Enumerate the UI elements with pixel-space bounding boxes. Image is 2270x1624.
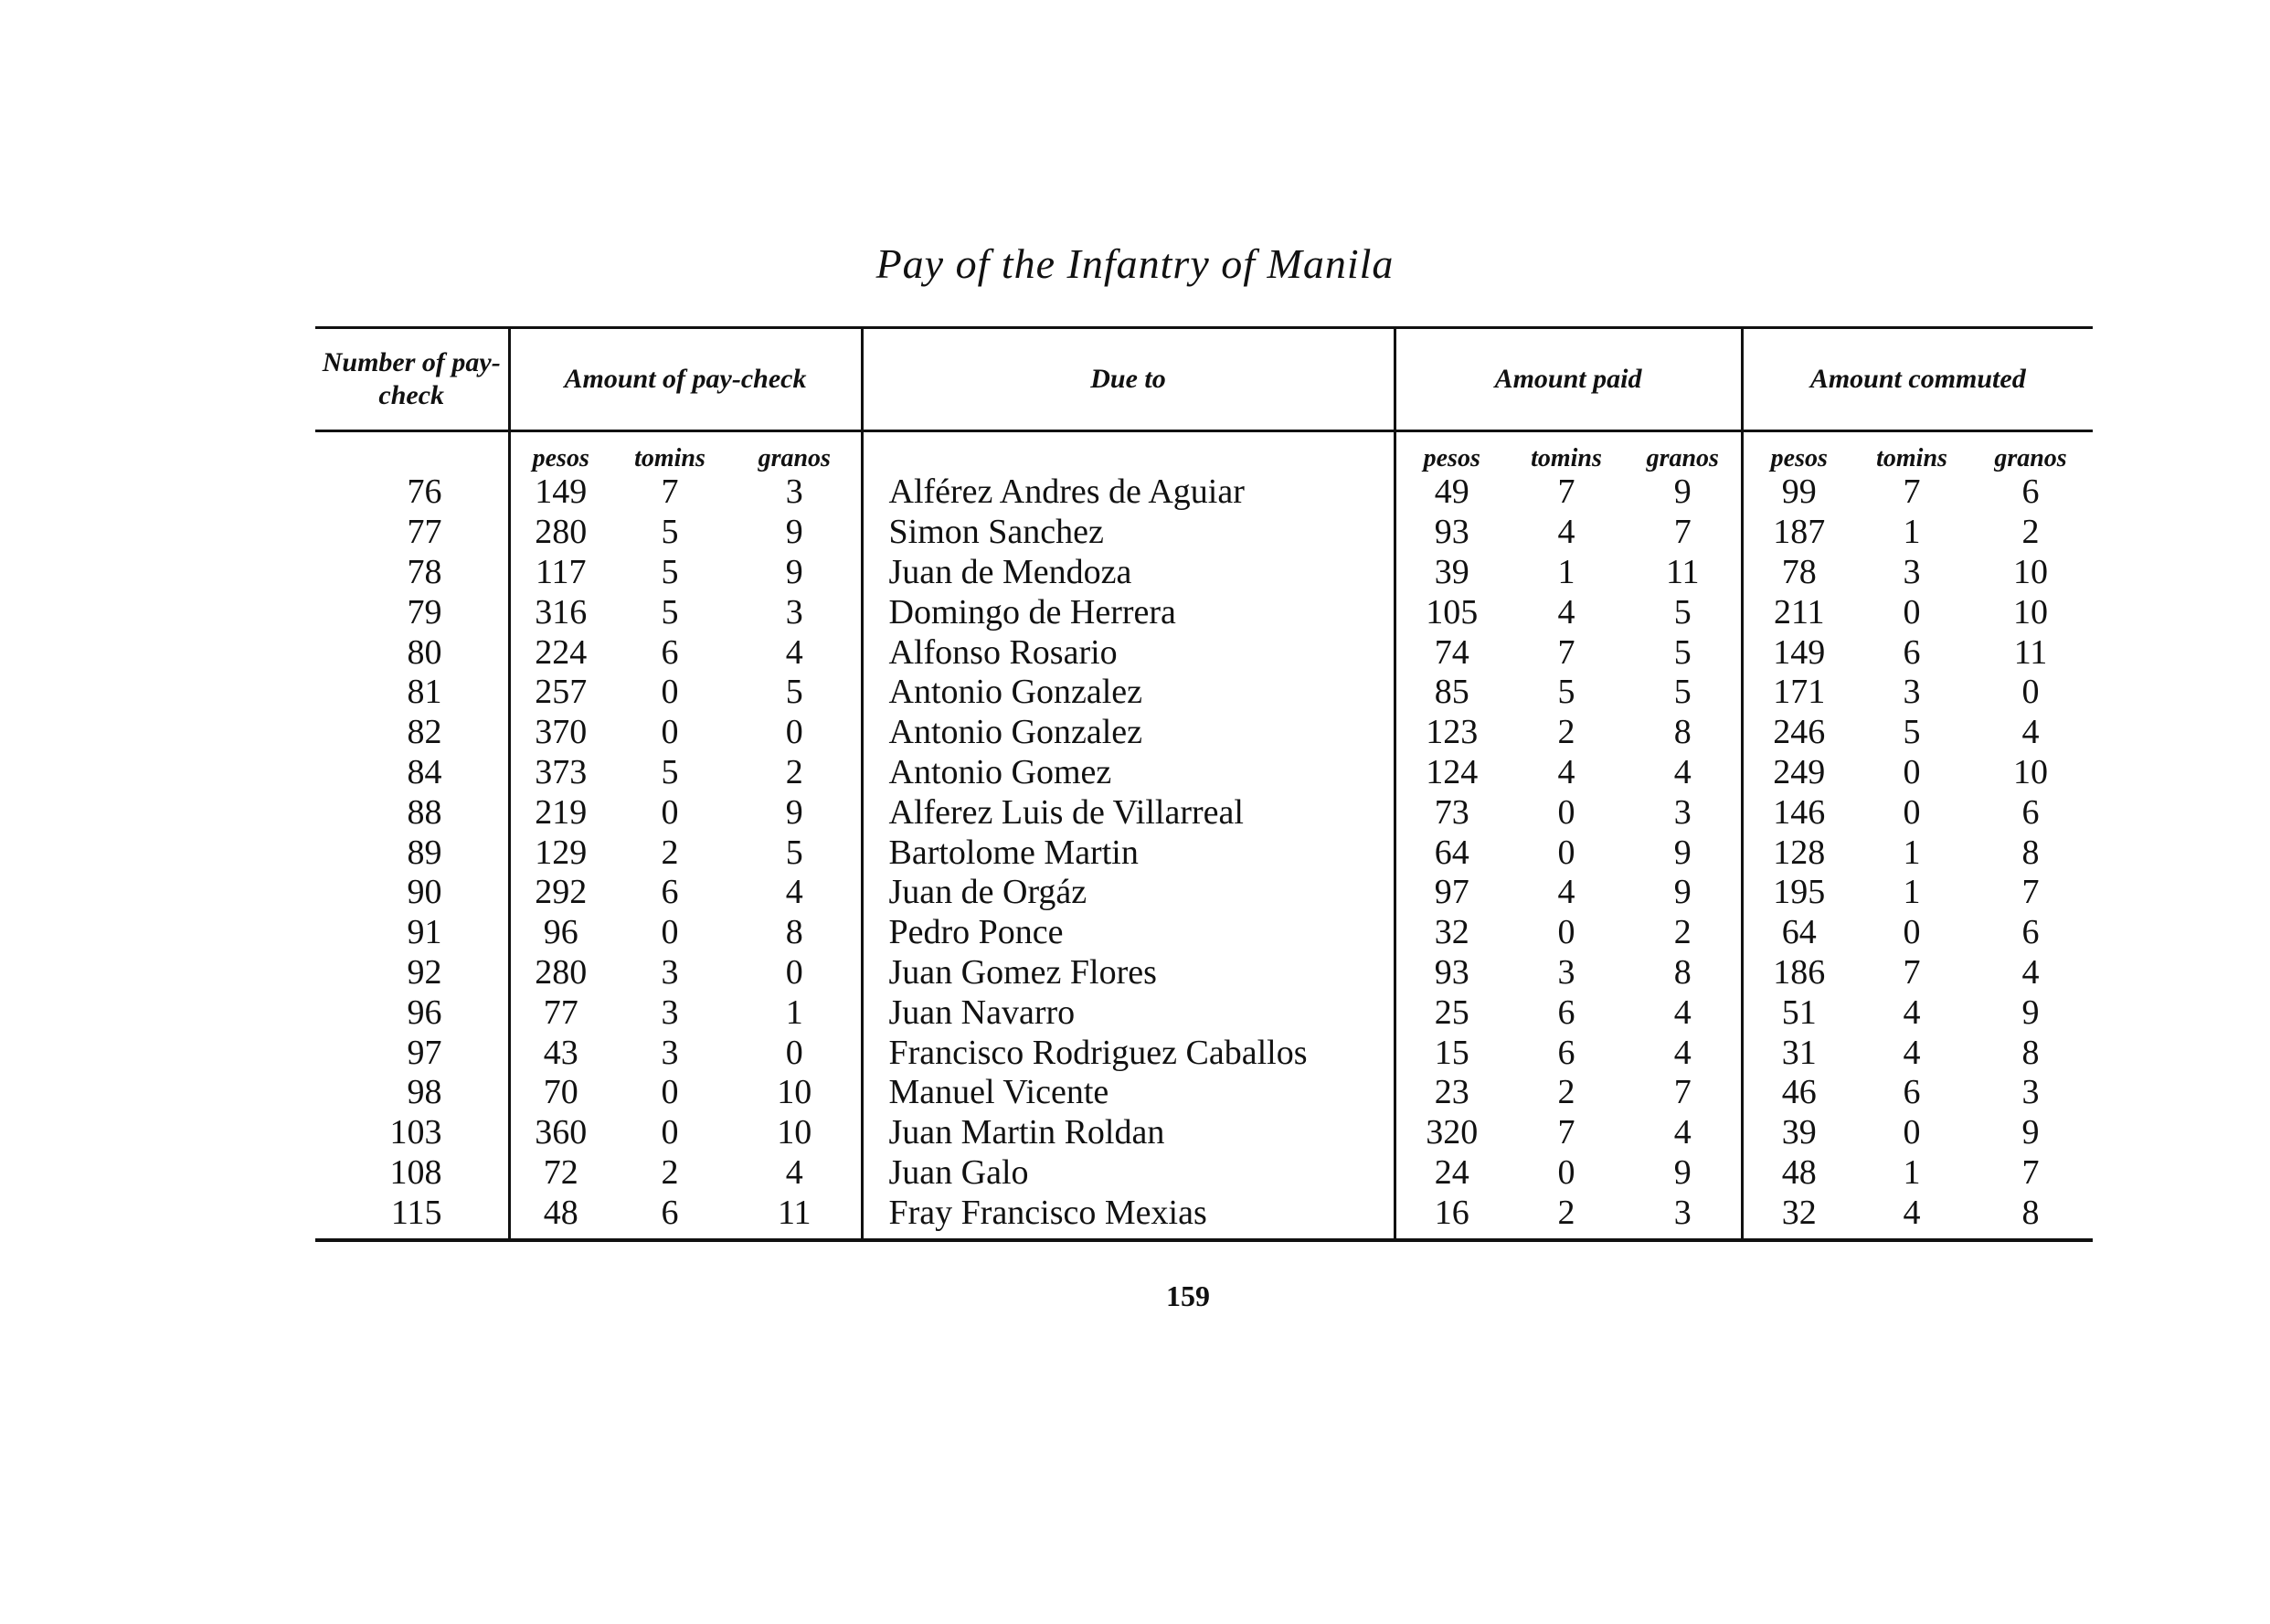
cell-commuted-pesos: 46 <box>1781 1073 1817 1112</box>
cell-commuted-tomins: 6 <box>1903 632 1921 672</box>
cell-paycheck-number: 80 <box>315 632 509 673</box>
subheader-granos: granos <box>728 431 862 473</box>
table-row <box>315 472 2093 513</box>
cell-paid-tomins: 7 <box>1557 472 1575 512</box>
cell-paid-granos: 11 <box>1625 553 1742 593</box>
cell-check-pesos: 77 <box>543 992 578 1032</box>
cell-commuted-tomins: 4 <box>1855 1193 1968 1240</box>
table-row <box>315 873 2093 913</box>
cell-paid-tomins: 0 <box>1557 792 1575 832</box>
cell-check-pesos: 129 <box>535 833 588 872</box>
cell-paid-pesos: 32 <box>1434 913 1469 952</box>
cell-check-granos: 10 <box>728 1113 862 1153</box>
cell-commuted-tomins: 5 <box>1903 713 1921 752</box>
cell-commuted-granos: 6 <box>2021 792 2040 832</box>
cell-due-to: Juan Martin Roldan <box>862 1113 1395 1153</box>
cell-commuted-granos: 6 <box>2021 472 2040 512</box>
subheader-tomins: tomins <box>1531 444 1602 472</box>
cell-commuted-pesos: 48 <box>1781 1152 1817 1192</box>
cell-paid-pesos: 93 <box>1434 513 1469 552</box>
cell-paid-tomins: 7 <box>1557 1113 1575 1152</box>
subheader-pesos: pesos <box>1423 444 1480 472</box>
subheader-blank <box>315 431 509 473</box>
cell-commuted-granos: 6 <box>2021 913 2040 952</box>
subheader-pesos: pesos <box>1770 444 1828 472</box>
cell-commuted-granos: 8 <box>1968 1193 2093 1240</box>
cell-paid-pesos: 93 <box>1434 952 1469 992</box>
cell-check-pesos: 70 <box>543 1073 578 1112</box>
cell-commuted-granos: 9 <box>2021 992 2040 1032</box>
cell-paid-granos: 9 <box>1625 873 1742 913</box>
cell-paid-tomins: 7 <box>1557 632 1575 672</box>
cell-commuted-granos: 7 <box>2021 1152 2040 1192</box>
subheader-pesos: pesos <box>532 444 589 472</box>
cell-paycheck-number: 78 <box>315 553 509 593</box>
cell-paycheck-number: 108 <box>315 1153 509 1194</box>
cell-commuted-tomins: 1 <box>1903 833 1921 872</box>
table-row <box>315 992 2093 1033</box>
cell-paycheck-number: 92 <box>315 953 509 993</box>
subheader-tomins: tomins <box>634 444 705 472</box>
cell-check-tomins: 0 <box>661 713 679 752</box>
cell-paid-tomins: 1 <box>1557 552 1575 591</box>
table-row <box>315 1153 2093 1194</box>
cell-commuted-pesos: 128 <box>1773 833 1826 872</box>
cell-commuted-granos: 10 <box>2013 752 2049 791</box>
header-number: Number of pay-check <box>315 328 509 431</box>
cell-check-pesos: 370 <box>535 713 588 752</box>
table-row <box>315 753 2093 793</box>
cell-commuted-tomins: 0 <box>1903 913 1921 952</box>
table-row <box>315 513 2093 553</box>
cell-paid-pesos: 15 <box>1434 1033 1469 1072</box>
cell-paid-granos: 3 <box>1625 792 1742 833</box>
cell-due-to: Antonio Gomez <box>862 753 1395 793</box>
cell-check-pesos: 316 <box>535 592 588 632</box>
cell-check-tomins: 0 <box>661 1073 679 1112</box>
cell-paycheck-number: 96 <box>315 992 509 1033</box>
cell-commuted-pesos: 78 <box>1781 552 1817 591</box>
cell-paid-tomins: 4 <box>1557 873 1575 912</box>
cell-check-granos: 3 <box>728 472 862 513</box>
cell-commuted-granos: 0 <box>2021 673 2040 712</box>
cell-due-to: Simon Sanchez <box>862 513 1395 553</box>
cell-commuted-pesos: 171 <box>1773 673 1826 712</box>
table-row <box>315 913 2093 953</box>
cell-commuted-pesos: 187 <box>1773 513 1826 552</box>
cell-check-pesos: 48 <box>509 1193 611 1240</box>
cell-check-pesos: 280 <box>535 513 588 552</box>
cell-due-to: Juan Galo <box>862 1153 1395 1194</box>
cell-paycheck-number: 81 <box>315 673 509 713</box>
cell-paycheck-number: 76 <box>315 472 509 513</box>
cell-check-pesos: 72 <box>543 1152 578 1192</box>
cell-paid-granos: 4 <box>1625 1113 1742 1153</box>
cell-check-pesos: 360 <box>535 1113 588 1152</box>
table-row <box>315 1033 2093 1073</box>
cell-commuted-tomins: 0 <box>1903 592 1921 632</box>
cell-commuted-tomins: 0 <box>1903 792 1921 832</box>
cell-check-tomins: 5 <box>661 592 679 632</box>
cell-commuted-tomins: 1 <box>1903 1152 1921 1192</box>
cell-commuted-pesos: 211 <box>1773 592 1825 632</box>
cell-check-pesos: 224 <box>535 632 588 672</box>
cell-check-pesos: 373 <box>535 752 588 791</box>
cell-paid-tomins: 0 <box>1557 913 1575 952</box>
cell-commuted-pesos: 195 <box>1773 873 1826 912</box>
cell-check-tomins: 3 <box>661 1033 679 1072</box>
table-row <box>315 673 2093 713</box>
cell-paid-pesos: 123 <box>1426 713 1479 752</box>
cell-check-tomins: 5 <box>661 513 679 552</box>
cell-commuted-granos: 2 <box>2021 513 2040 552</box>
cell-due-to: Alferez Luis de Villarreal <box>862 792 1395 833</box>
cell-paycheck-number: 103 <box>315 1113 509 1153</box>
cell-check-granos: 0 <box>728 1033 862 1073</box>
table-row <box>315 632 2093 673</box>
cell-check-pesos: 292 <box>535 873 588 912</box>
header-amount-commuted: Amount commuted <box>1742 328 2093 431</box>
cell-check-granos: 4 <box>728 1153 862 1194</box>
cell-commuted-granos: 10 <box>2013 552 2049 591</box>
cell-check-tomins: 0 <box>661 792 679 832</box>
cell-paid-granos: 5 <box>1625 592 1742 632</box>
cell-paid-pesos: 74 <box>1434 632 1469 672</box>
cell-check-tomins: 0 <box>661 673 679 712</box>
cell-paycheck-number: 115 <box>315 1193 509 1240</box>
cell-commuted-granos: 10 <box>2013 592 2049 632</box>
cell-paycheck-number: 82 <box>315 713 509 753</box>
cell-paid-granos: 8 <box>1625 713 1742 753</box>
page-number: 159 <box>1166 1279 1210 1312</box>
cell-due-to: Juan de Mendoza <box>862 553 1395 593</box>
subheader-granos: granos <box>1625 431 1742 473</box>
cell-paycheck-number: 88 <box>315 792 509 833</box>
cell-check-pesos: 43 <box>543 1033 578 1072</box>
cell-check-tomins: 6 <box>611 1193 728 1240</box>
cell-commuted-granos: 7 <box>2021 873 2040 912</box>
cell-check-tomins: 3 <box>661 952 679 992</box>
cell-paid-pesos: 85 <box>1434 673 1469 712</box>
cell-paid-granos: 2 <box>1625 913 1742 953</box>
cell-check-granos: 9 <box>728 553 862 593</box>
cell-paid-pesos: 105 <box>1426 592 1479 632</box>
cell-due-to: Juan de Orgáz <box>862 873 1395 913</box>
table-row <box>315 833 2093 873</box>
cell-due-to: Pedro Ponce <box>862 913 1395 953</box>
table-row <box>315 713 2093 753</box>
cell-commuted-granos: 3 <box>2021 1073 2040 1112</box>
cell-due-to: Francisco Rodriguez Caballos <box>862 1033 1395 1073</box>
cell-check-granos: 9 <box>728 792 862 833</box>
cell-check-tomins: 7 <box>661 472 679 512</box>
cell-commuted-pesos: 32 <box>1742 1193 1855 1240</box>
cell-paid-granos: 7 <box>1625 513 1742 553</box>
cell-check-granos: 4 <box>728 873 862 913</box>
cell-paycheck-number: 84 <box>315 753 509 793</box>
cell-check-pesos: 117 <box>535 552 587 591</box>
cell-paid-granos: 8 <box>1625 953 1742 993</box>
cell-paid-pesos: 23 <box>1434 1073 1469 1112</box>
cell-commuted-pesos: 246 <box>1773 713 1826 752</box>
cell-check-tomins: 0 <box>661 913 679 952</box>
cell-due-to: Domingo de Herrera <box>862 592 1395 632</box>
cell-check-pesos: 149 <box>535 472 588 512</box>
cell-check-granos: 5 <box>728 673 862 713</box>
cell-paid-tomins: 6 <box>1557 992 1575 1032</box>
cell-due-to: Manuel Vicente <box>862 1073 1395 1113</box>
table-row <box>315 792 2093 833</box>
cell-paid-granos: 5 <box>1625 632 1742 673</box>
cell-paid-pesos: 320 <box>1426 1113 1479 1152</box>
cell-check-granos: 1 <box>728 992 862 1033</box>
cell-paid-granos: 4 <box>1625 1033 1742 1073</box>
cell-commuted-tomins: 4 <box>1903 992 1921 1032</box>
cell-paycheck-number: 90 <box>315 873 509 913</box>
cell-commuted-pesos: 99 <box>1781 472 1817 512</box>
cell-commuted-tomins: 6 <box>1903 1073 1921 1112</box>
cell-due-to: Alférez Andres de Aguiar <box>862 472 1395 513</box>
cell-paycheck-number: 91 <box>315 913 509 953</box>
cell-paid-tomins: 4 <box>1557 752 1575 791</box>
cell-paid-granos: 7 <box>1625 1073 1742 1113</box>
cell-paid-granos: 5 <box>1625 673 1742 713</box>
cell-paid-granos: 9 <box>1625 1153 1742 1194</box>
cell-commuted-tomins: 0 <box>1903 752 1921 791</box>
table-row <box>315 1073 2093 1113</box>
cell-check-tomins: 2 <box>661 1152 679 1192</box>
cell-check-pesos: 257 <box>535 673 588 712</box>
cell-check-granos: 4 <box>728 632 862 673</box>
subheader-tomins: tomins <box>1876 444 1947 472</box>
cell-check-tomins: 5 <box>661 552 679 591</box>
cell-paid-granos: 3 <box>1625 1193 1742 1240</box>
cell-check-tomins: 6 <box>661 873 679 912</box>
cell-paid-tomins: 5 <box>1557 673 1575 712</box>
cell-check-tomins: 0 <box>661 1113 679 1152</box>
table-row <box>315 1193 2093 1240</box>
cell-paid-tomins: 2 <box>1508 1193 1625 1240</box>
cell-check-granos: 2 <box>728 753 862 793</box>
cell-paid-pesos: 97 <box>1434 873 1469 912</box>
cell-paid-tomins: 0 <box>1557 1152 1575 1192</box>
cell-paid-tomins: 2 <box>1557 713 1575 752</box>
cell-commuted-granos: 8 <box>2021 833 2040 872</box>
cell-paid-pesos: 73 <box>1434 792 1469 832</box>
subheader-blank <box>862 431 1395 473</box>
cell-commuted-pesos: 249 <box>1773 752 1826 791</box>
cell-check-granos: 3 <box>728 592 862 632</box>
table-row <box>315 1113 2093 1153</box>
cell-commuted-pesos: 51 <box>1781 992 1817 1032</box>
cell-paycheck-number: 98 <box>315 1073 509 1113</box>
cell-commuted-granos: 11 <box>2013 632 2048 672</box>
cell-paid-granos: 9 <box>1625 472 1742 513</box>
cell-check-granos: 0 <box>728 713 862 753</box>
cell-due-to: Juan Gomez Flores <box>862 953 1395 993</box>
cell-commuted-granos: 4 <box>2021 952 2040 992</box>
cell-paid-pesos: 49 <box>1434 472 1469 512</box>
cell-paid-tomins: 0 <box>1557 833 1575 872</box>
cell-paid-tomins: 6 <box>1557 1033 1575 1072</box>
cell-due-to: Alfonso Rosario <box>862 632 1395 673</box>
cell-due-to: Bartolome Martin <box>862 833 1395 873</box>
cell-check-pesos: 96 <box>543 913 578 952</box>
cell-check-tomins: 3 <box>661 992 679 1032</box>
cell-check-granos: 5 <box>728 833 862 873</box>
cell-commuted-granos: 4 <box>2021 713 2040 752</box>
cell-paid-tomins: 4 <box>1557 592 1575 632</box>
cell-commuted-tomins: 7 <box>1903 472 1921 512</box>
cell-commuted-tomins: 0 <box>1903 1113 1921 1152</box>
cell-paid-pesos: 25 <box>1434 992 1469 1032</box>
cell-check-tomins: 6 <box>661 632 679 672</box>
cell-paid-pesos: 39 <box>1434 552 1469 591</box>
cell-commuted-pesos: 39 <box>1781 1113 1817 1152</box>
cell-paid-granos: 9 <box>1625 833 1742 873</box>
cell-due-to: Fray Francisco Mexias <box>862 1193 1395 1240</box>
cell-paycheck-number: 97 <box>315 1033 509 1073</box>
cell-commuted-tomins: 4 <box>1903 1033 1921 1072</box>
cell-check-granos: 0 <box>728 953 862 993</box>
cell-check-tomins: 2 <box>661 833 679 872</box>
cell-paid-tomins: 3 <box>1557 952 1575 992</box>
cell-commuted-tomins: 1 <box>1903 873 1921 912</box>
cell-check-granos: 8 <box>728 913 862 953</box>
subheader-granos: granos <box>1994 444 2067 472</box>
cell-commuted-pesos: 31 <box>1781 1033 1817 1072</box>
cell-paycheck-number: 79 <box>315 592 509 632</box>
cell-check-tomins: 5 <box>661 752 679 791</box>
cell-due-to: Juan Navarro <box>862 992 1395 1033</box>
cell-paid-tomins: 4 <box>1557 513 1575 552</box>
cell-commuted-pesos: 186 <box>1773 952 1826 992</box>
table-row <box>315 953 2093 993</box>
cell-paid-granos: 4 <box>1625 753 1742 793</box>
header-amount-paycheck: Amount of pay-check <box>509 328 862 431</box>
cell-commuted-tomins: 7 <box>1903 952 1921 992</box>
cell-check-pesos: 280 <box>535 952 588 992</box>
cell-commuted-pesos: 146 <box>1773 792 1826 832</box>
cell-due-to: Antonio Gonzalez <box>862 673 1395 713</box>
cell-paid-pesos: 16 <box>1395 1193 1508 1240</box>
header-amount-paid: Amount paid <box>1395 328 1742 431</box>
cell-paycheck-number: 77 <box>315 513 509 553</box>
cell-check-granos: 9 <box>728 513 862 553</box>
cell-commuted-granos: 8 <box>2021 1033 2040 1072</box>
cell-commuted-pesos: 64 <box>1781 913 1817 952</box>
cell-paid-pesos: 64 <box>1434 833 1469 872</box>
cell-commuted-tomins: 3 <box>1903 673 1921 712</box>
cell-paid-tomins: 2 <box>1557 1073 1575 1112</box>
cell-commuted-tomins: 1 <box>1903 513 1921 552</box>
cell-paid-pesos: 24 <box>1434 1152 1469 1192</box>
cell-paycheck-number: 89 <box>315 833 509 873</box>
cell-check-granos: 11 <box>728 1193 862 1240</box>
cell-commuted-tomins: 3 <box>1903 552 1921 591</box>
table-row <box>315 553 2093 593</box>
cell-check-granos: 10 <box>728 1073 862 1113</box>
cell-due-to: Antonio Gonzalez <box>862 713 1395 753</box>
cell-commuted-granos: 9 <box>2021 1113 2040 1152</box>
cell-paid-pesos: 124 <box>1426 752 1479 791</box>
cell-paid-granos: 4 <box>1625 992 1742 1033</box>
cell-check-pesos: 219 <box>535 792 588 832</box>
table-row <box>315 592 2093 632</box>
cell-commuted-pesos: 149 <box>1773 632 1826 672</box>
pay-table <box>315 326 2093 1242</box>
header-due-to: Due to <box>862 328 1395 431</box>
page-title: Pay of the Infantry of Manila <box>875 240 1395 287</box>
